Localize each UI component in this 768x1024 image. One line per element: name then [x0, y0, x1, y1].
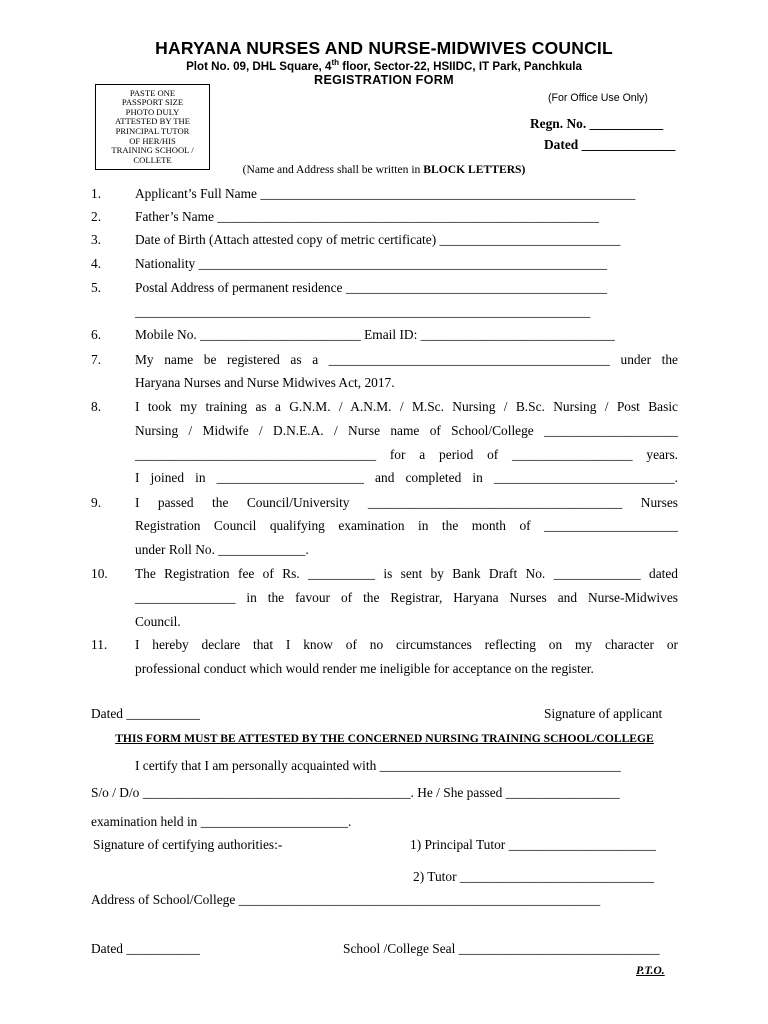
certifying-signature-label: Signature of certifying authorities:-	[93, 837, 283, 852]
item-7-line-2: Haryana Nurses and Nurse Midwives Act, 2017.	[135, 375, 395, 390]
item-number-4: 4.	[91, 256, 102, 271]
block-letters-note	[0, 163, 768, 176]
roll-no-field[interactable]: under Roll No. _____________.	[135, 542, 309, 557]
applicant-name-field[interactable]: Applicant’s Full Name ________________________________________________________	[135, 186, 636, 201]
item-number-6: 6.	[91, 327, 102, 342]
certification-dated-field[interactable]: Dated ___________	[91, 941, 200, 956]
nationality-field[interactable]: Nationality _____________________________________________________________	[135, 256, 608, 271]
office-dated-field[interactable]: Dated ______________	[544, 137, 676, 152]
item-number-7: 7.	[91, 352, 102, 367]
item-number-8: 8.	[91, 399, 102, 414]
principal-tutor-field[interactable]: 1) Principal Tutor ______________________	[410, 837, 656, 852]
tutor-field[interactable]: 2) Tutor _____________________________	[413, 869, 655, 884]
mobile-email-field[interactable]: Mobile No. ________________________ Email ID: _____________________________	[135, 327, 615, 342]
form-title: REGISTRATION FORM	[314, 73, 454, 87]
joined-completed-field[interactable]: I joined in ______________________ and completed in ___________________________.	[135, 470, 678, 485]
postal-address-field[interactable]: Postal Address of permanent residence _______________________________________	[135, 280, 607, 295]
university-field[interactable]: I passed the Council/University ______________________________________ Nurses	[135, 495, 678, 510]
registered-as-field[interactable]: My name be registered as a __________________________________________ under the	[135, 352, 678, 367]
training-period-field[interactable]: ____________________________________ for a period of __________________ years.	[135, 447, 678, 462]
regn-no-field[interactable]: Regn. No. ___________	[530, 116, 664, 131]
council-title: HARYANA NURSES AND NURSE-MIDWIVES COUNCIL	[155, 38, 613, 58]
college-seal-field[interactable]: School /College Seal ______________________________	[343, 941, 660, 956]
pto-note: P.T.O.	[636, 964, 665, 977]
address-part-2: floor, Sector-22, HSIIDC, IT Park, Panchkula	[339, 59, 582, 73]
item-number-3: 3.	[91, 232, 102, 247]
son-daughter-of-field[interactable]: S/o / D/o ________________________________________. He / She passed _________________	[91, 785, 620, 800]
father-name-field[interactable]: Father’s Name _________________________________________________________	[135, 209, 599, 224]
photo-box	[95, 84, 210, 170]
postal-address-line-2[interactable]: ____________________________________________________________________	[135, 304, 591, 319]
declaration-line-1: I hereby declare that I know of no circumstances reflecting on my character or	[135, 637, 678, 652]
attestation-heading: THIS FORM MUST BE ATTESTED BY THE CONCERNED NURSING TRAINING SCHOOL/COLLEGE	[115, 732, 654, 745]
item-number-1: 1.	[91, 186, 102, 201]
item-10-line-3: Council.	[135, 614, 181, 629]
office-use-note: (For Office Use Only)	[548, 92, 648, 104]
training-line-1: I took my training as a G.N.M. / A.N.M. / M.Sc. Nursing / B.Sc. Nursing / Post Basic	[135, 399, 678, 414]
item-number-10: 10.	[91, 566, 108, 581]
address-part-1: Plot No. 09, DHL Square, 4	[186, 59, 332, 73]
item-number-9: 9.	[91, 495, 102, 510]
block-note-bold: BLOCK LETTERS)	[423, 163, 526, 176]
address-superscript: th	[331, 58, 340, 67]
draft-date-field[interactable]: _______________ in the favour of the Registrar, Haryana Nurses and Nurse-Midwives	[135, 590, 678, 605]
exam-month-field[interactable]: Registration Council qualifying examination in the month of ____________________	[135, 518, 678, 533]
acquainted-with-field[interactable]: I certify that I am personally acquainted with ____________________________________	[135, 758, 621, 773]
training-school-field[interactable]: Nursing / Midwife / D.N.E.A. / Nurse name of School/College ____________________	[135, 423, 678, 438]
council-address	[0, 58, 768, 73]
photo-box-text: PASTE ONE PASSPORT SIZE PHOTO DULY ATTESTED BY THE PRINCIPAL TUTOR OF HER/HIS TRAINING SCHOOL / COLLETE	[111, 87, 194, 165]
block-note-text: (Name and Address shall be written in	[242, 163, 424, 176]
applicant-dated-field[interactable]: Dated ___________	[91, 706, 200, 721]
school-address-field[interactable]: Address of School/College ______________________________________________________	[91, 892, 601, 907]
fee-draft-field[interactable]: The Registration fee of Rs. __________ is sent by Bank Draft No. _____________ dated	[135, 566, 678, 581]
applicant-signature-label: Signature of applicant	[544, 706, 663, 721]
item-number-5: 5.	[91, 280, 102, 295]
date-of-birth-field[interactable]: Date of Birth (Attach attested copy of metric certificate) ___________________________	[135, 232, 621, 247]
item-number-2: 2.	[91, 209, 102, 224]
item-number-11: 11.	[91, 637, 108, 652]
exam-held-field[interactable]: examination held in ______________________.	[91, 814, 352, 829]
declaration-line-2: professional conduct which would render me ineligible for acceptance on the register.	[135, 661, 594, 676]
